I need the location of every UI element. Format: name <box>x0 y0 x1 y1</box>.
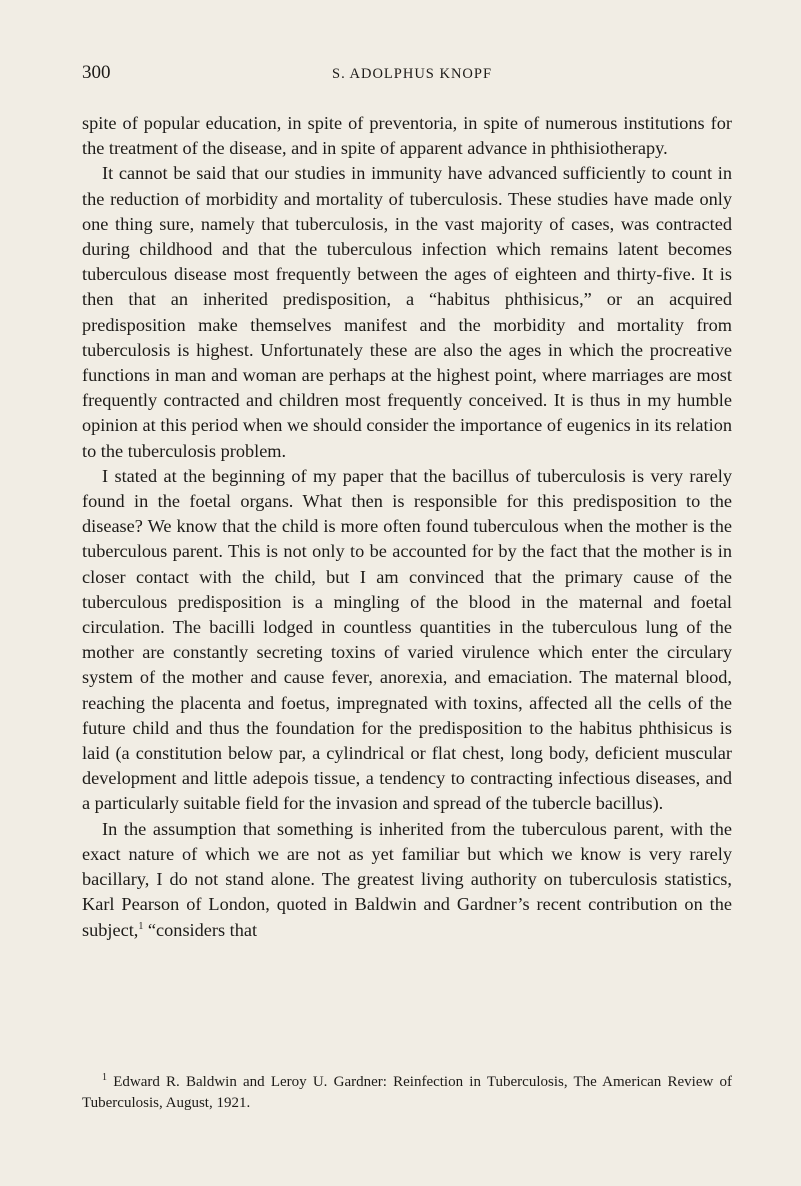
running-head: S. ADOLPHUS KNOPF <box>332 66 493 82</box>
footnote-marker: 1 <box>102 1072 107 1083</box>
footnote-text: Edward R. Baldwin and Leroy U. Gardner: Reinfection in Tuberculosis, The American Review of Tuberculosis, August, 1921. <box>82 1074 732 1111</box>
paragraph: It cannot be said that our studies in immunity have advanced sufficiently to count in the reduction of morbidity and mortality of tuberculosis. These studies have made only one thing sure, namely that tuberculosis, in the vast majority of cases, was contracted during childhood and that the tuberculous infection which remains latent becomes tuberculous disease most frequently between the ages of eighteen and thirty-five. It is then that an inherited predisposition, a “habitus phthisicus,” or an acquired predisposition make themselves manifest and the morbidity and mortality from tuberculosis is highest. Unfortunately these are also the ages in which the procreative functions in man and woman are perhaps at the highest point, where marriages are most frequently contracted and children most frequently conceived. It is thus in my humble opinion at this period when we should consider the importance of eugenics in its relation to the tuberculosis problem. <box>82 163 732 461</box>
paragraph <box>82 817 732 943</box>
page-header <box>82 62 732 86</box>
paragraph-text: In the assumption that something is inherited from the tuberculous parent, with the exact nature of which we are not as yet familiar but which we know is very rarely bacillary, I do not stand alone. The greatest living authority on tuberculosis statistics, Karl Pearson of London, quoted in Baldwin and Gardner’s recent contribution on the subject, <box>82 818 732 940</box>
page-number: 300 <box>82 62 111 83</box>
footnote <box>82 1072 732 1114</box>
paragraph: spite of popular education, in spite of preventoria, in spite of numerous institutions for the treatment of the disease, and in spite of apparent advance in phthisiotherapy. <box>82 113 732 159</box>
paragraph-tail: “considers that <box>143 919 258 940</box>
body-text <box>82 111 732 943</box>
footnote-reference: 1 <box>138 920 144 932</box>
paragraph: I stated at the beginning of my paper that the bacillus of tuberculosis is very rarely found in the foetal organs. What then is responsible for this predisposition to the disease? We know that the child is more often found tuberculous when the mother is the tuberculous parent. This is not only to be accounted for by the fact that the mother is in closer contact with the child, but I am convinced that the primary cause of the tuberculous predisposition is a mingling of the blood in the maternal and foetal circulation. The bacilli lodged in countless quantities in the tuberculous lung of the mother are constantly secreting toxins of varied virulence which enter the circulary system of the mother and cause fever, anorexia, and emaciation. The maternal blood, reaching the placenta and foetus, impregnated with toxins, affected all the cells of the future child and thus the foundation for the predisposition to the habitus phthisicus is laid (a constitution below par, a cylindrical or flat chest, long body, deficient muscular development and little adepois tissue, a tendency to contracting infectious diseases, and a particularly suitable field for the invasion and spread of the tubercle bacillus). <box>82 465 732 814</box>
